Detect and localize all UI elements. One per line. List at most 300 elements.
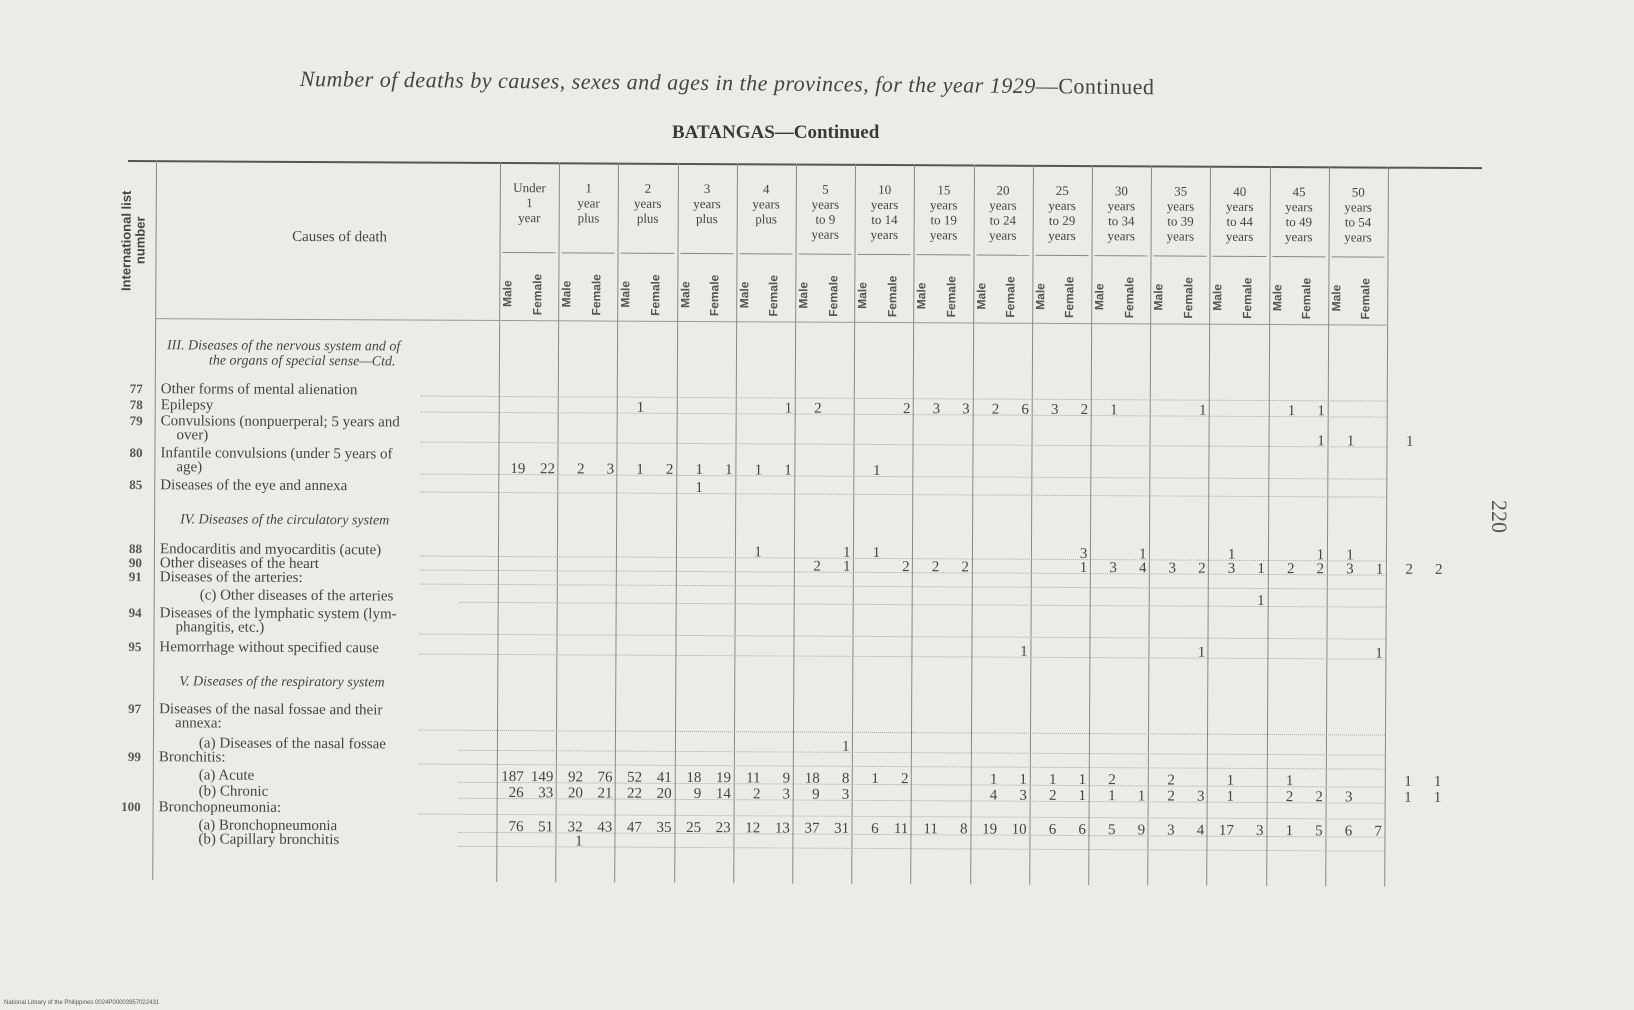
age-group-header-line: years	[1048, 197, 1076, 214]
age-group-header	[1151, 183, 1211, 243]
table-cell: 1	[1020, 643, 1028, 660]
table-cell: 11	[893, 821, 909, 838]
cause-label-line: Diseases of the eye and annexa	[160, 477, 348, 495]
table-cell: 1	[1317, 433, 1325, 450]
cause-label-line: over)	[176, 427, 209, 444]
table-cell: 3	[1079, 546, 1088, 563]
cause-label-line: Infantile convulsions (under 5 years of	[160, 445, 393, 463]
female-header: Female	[1003, 275, 1018, 318]
table-cell: 1	[1433, 773, 1442, 790]
age-group-header-line: 20	[996, 182, 1010, 198]
row-number: 91	[128, 569, 142, 585]
table-cell: 1	[1108, 788, 1116, 805]
table-cell: 1	[695, 462, 704, 479]
age-group-header-line: years	[634, 195, 662, 211]
table-cell: 1	[754, 544, 762, 561]
age-group-header-line: years	[811, 226, 839, 242]
age-group-header	[559, 180, 618, 225]
age-group-header-line: 45	[1292, 184, 1306, 200]
row-number: 99	[127, 749, 141, 765]
table-cell: 2	[1080, 402, 1089, 419]
table-cell: 2	[902, 559, 910, 576]
table-cell: 1	[1226, 788, 1235, 805]
female-header: Female	[1062, 276, 1077, 318]
table-cell: 7	[1374, 823, 1382, 840]
table-cell: 2	[814, 400, 822, 417]
causes-header: Causes of death	[292, 228, 388, 246]
table-cell: 19	[715, 770, 732, 787]
row-number: 100	[121, 799, 141, 815]
age-group-header-line: to 39	[1167, 213, 1194, 229]
row-number: 88	[128, 541, 143, 557]
section-heading	[167, 338, 400, 369]
cause-label-line: (c) Other diseases of the arteries	[199, 587, 394, 605]
table-cell: 1	[1078, 772, 1087, 789]
table-cell: 1	[1404, 773, 1412, 790]
row-number: 85	[129, 477, 143, 493]
cause-label-line: Convulsions (nonpuerperal; 5 years and	[160, 413, 400, 431]
table-cell: 18	[804, 770, 820, 787]
female-header: Female	[648, 274, 663, 316]
table-cell: 1	[1346, 547, 1354, 564]
age-group-header	[500, 180, 559, 225]
table-cell: 18	[686, 769, 702, 787]
cause-label-line: Diseases of the arteries:	[159, 569, 303, 586]
table-cell: 33	[538, 785, 554, 802]
male-header: Male	[1269, 284, 1284, 312]
table-cell: 6	[1078, 822, 1086, 839]
table-cell: 1	[725, 462, 733, 479]
table-cell: 1	[841, 738, 850, 755]
age-group-header-line: plus	[636, 210, 659, 226]
age-group-header-line: 5	[822, 181, 829, 197]
age-group-header	[1210, 184, 1270, 244]
table-cell: 20	[567, 785, 583, 802]
table-cell: 10	[1011, 821, 1027, 838]
table-cell: 5	[1315, 823, 1323, 840]
table-cell: 1	[1404, 789, 1412, 806]
age-group-header-line: 3	[703, 181, 711, 197]
table-cell: 3	[1109, 560, 1117, 577]
table-cell: 17	[1218, 822, 1234, 839]
table-cell: 2	[901, 771, 909, 788]
female-header: Female	[1180, 276, 1196, 319]
section-title: BATANGAS—Continued	[672, 122, 880, 143]
table-cell: 11	[923, 821, 938, 838]
deaths-table	[116, 160, 1485, 895]
age-group-header-line: years	[1225, 198, 1254, 214]
table-cell: 3	[932, 401, 941, 418]
age-group-header-line: years	[1285, 229, 1313, 245]
table-cell: 6	[1021, 401, 1029, 418]
table-cell: 3	[1019, 787, 1027, 804]
table-cell: 1	[873, 462, 881, 479]
table-cell: 1	[1287, 403, 1296, 420]
female-header: Female	[1299, 277, 1314, 319]
table-cell: 1	[1110, 402, 1118, 419]
page-number: 220	[1487, 500, 1512, 533]
age-group-header-line: years	[989, 227, 1017, 243]
cause-label	[159, 702, 499, 732]
table-cell: 187	[501, 769, 524, 786]
age-group-header	[677, 181, 736, 226]
age-group-header-line: 35	[1174, 183, 1188, 199]
table-cell: 6	[1048, 821, 1057, 838]
table-cell: 21	[597, 785, 613, 802]
table-cell: 1	[871, 770, 879, 787]
page-title	[300, 66, 1340, 102]
table-cell: 1	[1198, 402, 1207, 419]
row-number: 94	[128, 605, 142, 621]
cause-label-line: Diseases of the lymphatic system (lym-	[159, 605, 397, 623]
table-cell: 1	[1433, 789, 1442, 806]
age-group-header-line: 2	[644, 180, 652, 196]
table-cell: 3	[1050, 401, 1059, 418]
cause-label	[160, 446, 500, 476]
table-cell: 31	[834, 820, 850, 837]
dot-leader	[421, 441, 1387, 448]
table-cell: 1	[1316, 547, 1325, 564]
age-group-header-line: years	[693, 196, 721, 212]
table-cell: 2	[1286, 561, 1295, 578]
dot-leader	[419, 729, 1385, 736]
table-cell: 1	[1019, 771, 1027, 788]
row-number: 78	[129, 397, 143, 413]
table-cell: 1	[1406, 433, 1414, 450]
age-group-header-line: years	[1166, 198, 1195, 214]
age-group-header-line: 4	[762, 181, 770, 197]
table-cell: 3	[1346, 561, 1354, 578]
age-group-header	[1269, 184, 1329, 244]
age-group-header-line: years	[811, 196, 840, 212]
table-cell: 2	[902, 401, 911, 418]
cause-label-line: (b) Capillary bronchitis	[198, 831, 340, 849]
male-header: Male	[559, 280, 574, 308]
dot-leader	[420, 491, 1386, 498]
female-header: Female	[884, 275, 900, 317]
table-cell: 2	[1315, 789, 1323, 806]
female-header: Female	[1121, 276, 1136, 319]
age-group-header	[855, 182, 915, 242]
cause-label	[161, 414, 501, 444]
table-cell: 1	[843, 544, 851, 561]
age-group-header-line: 30	[1114, 183, 1128, 199]
table-cell: 3	[1227, 560, 1236, 577]
page-title-text: Number of deaths by causes, sexes and ages in the provinces, for the year 1929	[299, 66, 1036, 99]
table-cell: 8	[959, 821, 968, 838]
table-cell: 3	[1196, 788, 1205, 805]
male-header: Male	[618, 281, 633, 309]
table-cell: 1	[1375, 561, 1384, 578]
table-cell: 22	[539, 461, 556, 478]
table-cell: 26	[508, 785, 524, 802]
table-cell: 6	[1344, 823, 1353, 840]
table-cell: 22	[627, 785, 643, 802]
table-cell: 149	[530, 769, 554, 786]
age-group-header-line: plus	[755, 211, 777, 227]
age-group-header	[736, 181, 795, 226]
table-cell: 1	[989, 771, 998, 788]
cause-label-line: annexa:	[175, 715, 222, 732]
male-header: Male	[1329, 284, 1344, 312]
table-cell: 1	[1197, 644, 1206, 661]
cause-label-line: age)	[176, 459, 203, 476]
cause-label-line: Endocarditis and myocarditis (acute)	[159, 541, 382, 559]
cause-label-line: Bronchopneumonia:	[158, 799, 282, 816]
table-cell: 3	[962, 401, 970, 418]
male-header: Male	[1033, 283, 1048, 311]
table-cell: 4	[1196, 822, 1205, 839]
age-group-header-line: 50	[1351, 184, 1365, 200]
table-cell: 1	[872, 544, 881, 561]
age-group-header-line: years	[870, 196, 899, 213]
dot-leader	[419, 763, 1385, 770]
male-header: Male	[914, 282, 929, 310]
table-cell: 19	[982, 821, 998, 838]
table-cell: 14	[715, 786, 731, 803]
table-cell: 2	[961, 559, 969, 576]
footer-credit: National Library of the Philippines 0024P00003957022431	[4, 1000, 160, 1006]
table-cell: 2	[752, 786, 761, 803]
age-group-header-line: years	[752, 196, 780, 212]
table-cell: 2	[991, 401, 1000, 418]
age-group-header-line: 1	[526, 195, 533, 211]
table-cell: 3	[782, 786, 791, 803]
age-group-header	[973, 182, 1033, 242]
section-heading-line: V. Diseases of the respiratory system	[179, 674, 385, 691]
age-group-header	[914, 182, 974, 242]
cause-label-line: Epilepsy	[160, 397, 214, 414]
age-group-header-line: to 34	[1108, 213, 1135, 229]
table-cell: 1	[636, 399, 645, 416]
age-group-header-line: to 19	[930, 212, 957, 228]
table-cell: 3	[1255, 822, 1264, 839]
male-header: Male	[855, 282, 870, 310]
table-cell: 2	[577, 461, 585, 478]
cause-label-line: Other forms of mental alienation	[160, 381, 358, 399]
table-cell: 2	[1167, 788, 1175, 805]
age-group-header	[1032, 183, 1092, 243]
table-cell: 2	[1405, 561, 1413, 578]
dot-leader	[419, 813, 1385, 820]
table-cell: 23	[715, 820, 731, 837]
table-cell: 1	[1139, 546, 1147, 563]
cause-label-line: (b) Chronic	[198, 783, 269, 800]
female-header: Female	[588, 273, 604, 316]
table-cell: 2	[1108, 772, 1116, 789]
age-group-header-line: years	[1107, 198, 1136, 214]
female-header: Female	[825, 275, 841, 317]
table-cell: 2	[1316, 561, 1325, 578]
table-cell: 1	[1049, 771, 1057, 788]
table-cell: 9	[782, 770, 791, 787]
table-cell: 25	[686, 819, 702, 837]
male-header: Male	[796, 282, 811, 309]
age-group-header-line: to 9	[815, 211, 836, 227]
table-cell: 1	[842, 558, 851, 575]
section-heading	[180, 512, 389, 528]
table-cell: 92	[567, 769, 584, 786]
age-group-header-line: years	[1285, 199, 1313, 215]
table-cell: 35	[656, 819, 672, 836]
age-group-header-line: to 14	[871, 211, 898, 228]
male-header: Male	[973, 283, 988, 310]
cause-label-line: (a) Bronchopneumonia	[198, 817, 338, 835]
table-cell: 9	[812, 786, 820, 803]
age-group-header-line: plus	[577, 210, 600, 226]
table-cell: 1	[636, 461, 644, 478]
age-group-header	[618, 181, 677, 226]
male-header: Male	[500, 280, 515, 308]
table-cell: 2	[813, 558, 821, 575]
table-cell: 37	[804, 820, 820, 837]
table-cell: 19	[510, 461, 526, 478]
age-group-header-line: 1	[585, 180, 592, 196]
age-group-header-line: to 44	[1226, 213, 1253, 229]
male-header: Male	[1151, 284, 1166, 311]
cause-label	[160, 606, 500, 636]
age-group-header-line: years	[989, 197, 1017, 213]
age-group-header-line: years	[1107, 228, 1135, 244]
row-number: 90	[128, 555, 142, 571]
table-cell: 1	[1227, 546, 1236, 563]
cause-label-line: (a) Acute	[198, 767, 255, 784]
table-cell: 1	[1078, 788, 1087, 805]
page-title-continued: —Continued	[1035, 73, 1155, 100]
female-header: Female	[707, 274, 722, 316]
male-header: Male	[1210, 284, 1225, 312]
table-cell: 11	[746, 770, 761, 787]
table-cell: 1	[575, 833, 583, 850]
section-heading-line: III. Diseases of the nervous system and of	[166, 338, 401, 355]
male-header: Male	[677, 281, 692, 309]
table-cell: 41	[656, 769, 672, 786]
table-cell: 3	[1168, 560, 1177, 577]
female-header: Female	[766, 274, 781, 317]
table-cell: 2	[1198, 560, 1206, 577]
age-group-header-line: years	[870, 226, 899, 243]
female-header: Female	[944, 275, 959, 318]
table-cell: 3	[841, 786, 850, 803]
table-cell: 1	[1285, 773, 1294, 790]
table-cell: 51	[538, 819, 554, 836]
table-cell: 47	[626, 819, 642, 836]
section-heading	[179, 674, 384, 690]
dot-leader	[458, 845, 1384, 852]
table-cell: 5	[1107, 822, 1116, 839]
row-number: 97	[128, 701, 142, 717]
age-group-header-line: to 24	[989, 212, 1017, 228]
table-cell: 8	[841, 770, 850, 787]
table-cell: 2	[665, 461, 674, 478]
cause-label-line: Other diseases of the heart	[159, 555, 320, 573]
table-top-rule	[128, 160, 1482, 169]
dot-leader	[420, 633, 1386, 640]
table-cell: 1	[1257, 592, 1265, 609]
female-header: Female	[1240, 277, 1255, 319]
male-header: Male	[737, 281, 752, 309]
female-header: Female	[1358, 277, 1373, 320]
table-cell: 20	[656, 785, 672, 802]
age-group-header-line: years	[929, 227, 958, 243]
age-group-header-line: year	[577, 195, 600, 211]
table-cell: 1	[1257, 560, 1265, 577]
cause-label-line: Hemorrhage without specified cause	[159, 639, 379, 657]
row-number: 80	[129, 445, 143, 461]
table-cell: 6	[871, 820, 879, 837]
table-cell: 1	[1285, 823, 1294, 840]
table-cell: 2	[1285, 789, 1294, 806]
age-group-header-line: years	[1225, 228, 1254, 244]
table-cell: 3	[1167, 822, 1175, 839]
row-number: 79	[129, 413, 143, 429]
table-cell: 3	[606, 461, 615, 478]
age-group-header-line: 10	[878, 181, 892, 198]
age-group-header-line: to 54	[1344, 214, 1372, 230]
age-group-header-line: years	[1344, 199, 1372, 215]
cause-label-line: Bronchitis:	[158, 749, 226, 766]
table-cell: 1	[784, 400, 793, 417]
table-cell: 76	[508, 819, 524, 836]
age-group-header-line: years	[930, 197, 958, 213]
row-number: 77	[129, 381, 143, 397]
age-group-header-line: to 29	[1048, 212, 1076, 229]
age-group-header-line: plus	[696, 211, 718, 227]
table-cell: 4	[1138, 560, 1147, 577]
row-number: 95	[128, 639, 142, 655]
female-header: Female	[529, 273, 545, 315]
table-cell: 2	[931, 559, 940, 576]
section-heading-line: the organs of special sense—Ctd.	[208, 353, 396, 370]
table-cell: 1	[1226, 772, 1235, 789]
table-cell: 1	[1079, 560, 1088, 577]
table-cell: 76	[597, 769, 613, 786]
table-cell: 9	[693, 786, 702, 803]
table-cell: 9	[1137, 822, 1146, 839]
table-cell: 2	[1434, 561, 1443, 578]
cause-label-line: phangitis, etc.)	[175, 619, 265, 636]
section-heading-line: IV. Diseases of the circulatory system	[180, 512, 390, 529]
age-group-header-line: years	[1048, 227, 1076, 244]
table-cell: 2	[1048, 787, 1057, 804]
dot-leader	[420, 583, 1386, 590]
table-cell: 1	[1346, 433, 1355, 450]
age-group-header-line: Under	[513, 180, 546, 196]
table-cell: 3	[1344, 789, 1353, 806]
table-cell: 1	[754, 462, 763, 479]
table-cell: 13	[774, 820, 790, 837]
age-group-header-line: year	[518, 210, 541, 226]
male-header: Male	[1092, 283, 1107, 311]
table-cell: 1	[1375, 645, 1383, 662]
table-cell: 43	[597, 819, 613, 836]
age-group-header-line: 40	[1233, 183, 1247, 199]
age-group-header	[796, 182, 856, 242]
table-cell: 12	[745, 820, 761, 837]
cause-label-line: Diseases of the nasal fossae and their	[159, 701, 383, 719]
age-group-header-line: years	[1344, 229, 1372, 245]
age-group-header-line: years	[1166, 228, 1195, 244]
age-group-header-line: to 49	[1285, 214, 1313, 230]
dot-leader	[459, 749, 1385, 756]
age-group-header-line: 15	[937, 182, 951, 198]
age-group-header	[1092, 183, 1152, 243]
cause-label-line: (a) Diseases of the nasal fossae	[198, 735, 387, 753]
table-cell: 1	[1317, 403, 1325, 420]
table-cell: 4	[989, 787, 998, 804]
table-cell: 32	[567, 819, 583, 836]
table-cell: 2	[1167, 772, 1175, 789]
